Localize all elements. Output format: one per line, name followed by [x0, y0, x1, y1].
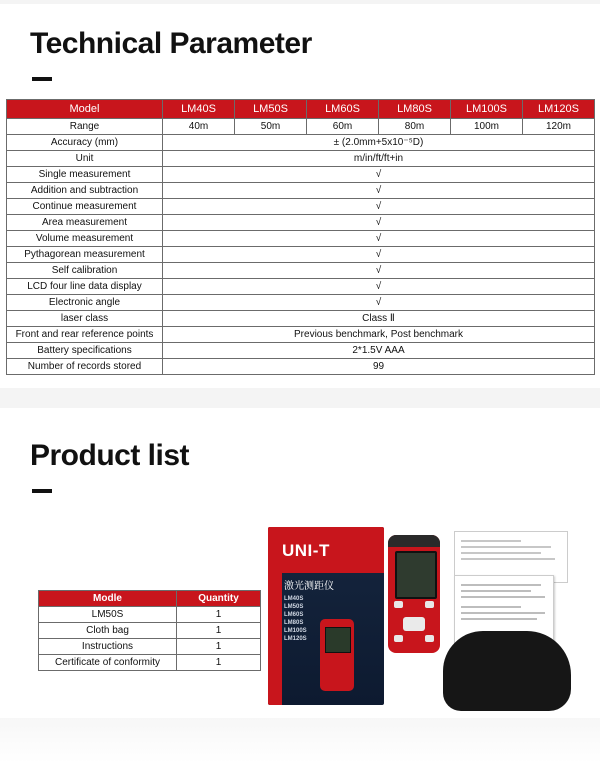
product-header-cell: Quantity [177, 591, 261, 607]
spec-row [7, 295, 595, 311]
box-model: LM100S [284, 628, 307, 634]
spec-row [7, 359, 595, 375]
spec-row [7, 231, 595, 247]
product-header-row [39, 591, 261, 607]
spec-range-value: 50m [235, 119, 307, 135]
spec-row [7, 151, 595, 167]
spec-row [7, 183, 595, 199]
spec-row [7, 263, 595, 279]
product-heading-underline [32, 489, 52, 493]
spec-label: Accuracy (mm) [7, 135, 163, 151]
product-row [39, 639, 261, 655]
box-device-illustration [320, 619, 354, 691]
text-line [461, 540, 521, 542]
product-quantity: 1 [177, 655, 261, 671]
text-line [461, 612, 545, 614]
box-model: LM50S [284, 604, 304, 610]
spec-row [7, 199, 595, 215]
text-line [461, 618, 537, 620]
box-model: LM40S [284, 596, 304, 602]
text-line [461, 558, 555, 560]
spec-range-row [7, 119, 595, 135]
spec-value: √ [163, 183, 595, 199]
spec-label: Unit [7, 151, 163, 167]
product-box-image [268, 527, 384, 705]
product-photo [268, 527, 580, 717]
spec-value: √ [163, 247, 595, 263]
product-list-table [38, 590, 261, 671]
spec-label: Battery specifications [7, 343, 163, 359]
spec-label: Range [7, 119, 163, 135]
spec-label: Continue measurement [7, 199, 163, 215]
spec-row [7, 247, 595, 263]
product-name: Instructions [39, 639, 177, 655]
spec-value: Class Ⅱ [163, 311, 595, 327]
spec-row [7, 167, 595, 183]
spec-value: 2*1.5V AAA [163, 343, 595, 359]
spec-header-cell: LM80S [379, 100, 451, 119]
product-header-cell: Modle [39, 591, 177, 607]
product-name: LM50S [39, 607, 177, 623]
top-band [0, 0, 600, 4]
spec-label: Front and rear reference points [7, 327, 163, 343]
spec-label: Self calibration [7, 263, 163, 279]
spec-label: Number of records stored [7, 359, 163, 375]
tech-heading: Technical Parameter [30, 27, 312, 60]
text-line [461, 552, 541, 554]
box-model: LM80S [284, 620, 304, 626]
laser-distance-meter-image [388, 535, 440, 653]
device-button [394, 635, 403, 642]
brand-logo: UNI-T [282, 541, 330, 560]
spec-header-cell: LM100S [451, 100, 523, 119]
spec-label: Single measurement [7, 167, 163, 183]
device-screen [395, 551, 437, 599]
spec-value: m/in/ft/ft+in [163, 151, 595, 167]
spec-value: √ [163, 279, 595, 295]
box-title: 激光测距仪 [284, 581, 334, 592]
spec-value: 99 [163, 359, 595, 375]
spec-value: ± (2.0mm+5x10⁻⁵D) [163, 135, 595, 151]
spec-header-cell: LM60S [307, 100, 379, 119]
spec-label: Area measurement [7, 215, 163, 231]
spec-header-cell: LM40S [163, 100, 235, 119]
spec-row [7, 279, 595, 295]
spec-range-value: 60m [307, 119, 379, 135]
spec-value: √ [163, 199, 595, 215]
bottom-band [0, 718, 600, 763]
box-red-stripe [268, 527, 282, 705]
spec-range-value: 80m [379, 119, 451, 135]
spec-range-value: 40m [163, 119, 235, 135]
spec-row [7, 215, 595, 231]
spec-header-row [7, 100, 595, 119]
device-button [425, 601, 434, 608]
product-row [39, 655, 261, 671]
product-row [39, 607, 261, 623]
text-line [461, 546, 551, 548]
cloth-bag-image [443, 631, 571, 711]
spec-value: √ [163, 295, 595, 311]
spec-row [7, 327, 595, 343]
spec-value: √ [163, 167, 595, 183]
spec-row [7, 311, 595, 327]
spec-label: Electronic angle [7, 295, 163, 311]
tech-heading-underline [32, 77, 52, 81]
text-line [461, 596, 545, 598]
section-divider-band [0, 388, 600, 408]
device-head [388, 535, 440, 547]
spec-value: √ [163, 215, 595, 231]
product-name: Certificate of conformity [39, 655, 177, 671]
device-button [425, 635, 434, 642]
box-model-list [284, 595, 307, 643]
text-line [461, 584, 541, 586]
text-line [461, 606, 521, 608]
box-device-screen [325, 627, 351, 653]
spec-label: Volume measurement [7, 231, 163, 247]
product-row [39, 623, 261, 639]
spec-table [6, 99, 595, 375]
device-measure-button [403, 617, 425, 631]
spec-header-cell: LM120S [523, 100, 595, 119]
spec-row [7, 135, 595, 151]
spec-label: Pythagorean measurement [7, 247, 163, 263]
spec-label: laser class [7, 311, 163, 327]
product-heading: Product list [30, 439, 190, 472]
spec-label: Addition and subtraction [7, 183, 163, 199]
device-button [394, 601, 403, 608]
product-quantity: 1 [177, 607, 261, 623]
spec-value: Previous benchmark, Post benchmark [163, 327, 595, 343]
spec-header-cell: Model [7, 100, 163, 119]
spec-header-cell: LM50S [235, 100, 307, 119]
product-quantity: 1 [177, 623, 261, 639]
product-quantity: 1 [177, 639, 261, 655]
spec-value: √ [163, 263, 595, 279]
spec-range-value: 120m [523, 119, 595, 135]
spec-label: LCD four line data display [7, 279, 163, 295]
spec-range-value: 100m [451, 119, 523, 135]
box-model: LM120S [284, 636, 307, 642]
product-name: Cloth bag [39, 623, 177, 639]
text-line [461, 590, 531, 592]
spec-value: √ [163, 231, 595, 247]
spec-row [7, 343, 595, 359]
box-model: LM60S [284, 612, 304, 618]
